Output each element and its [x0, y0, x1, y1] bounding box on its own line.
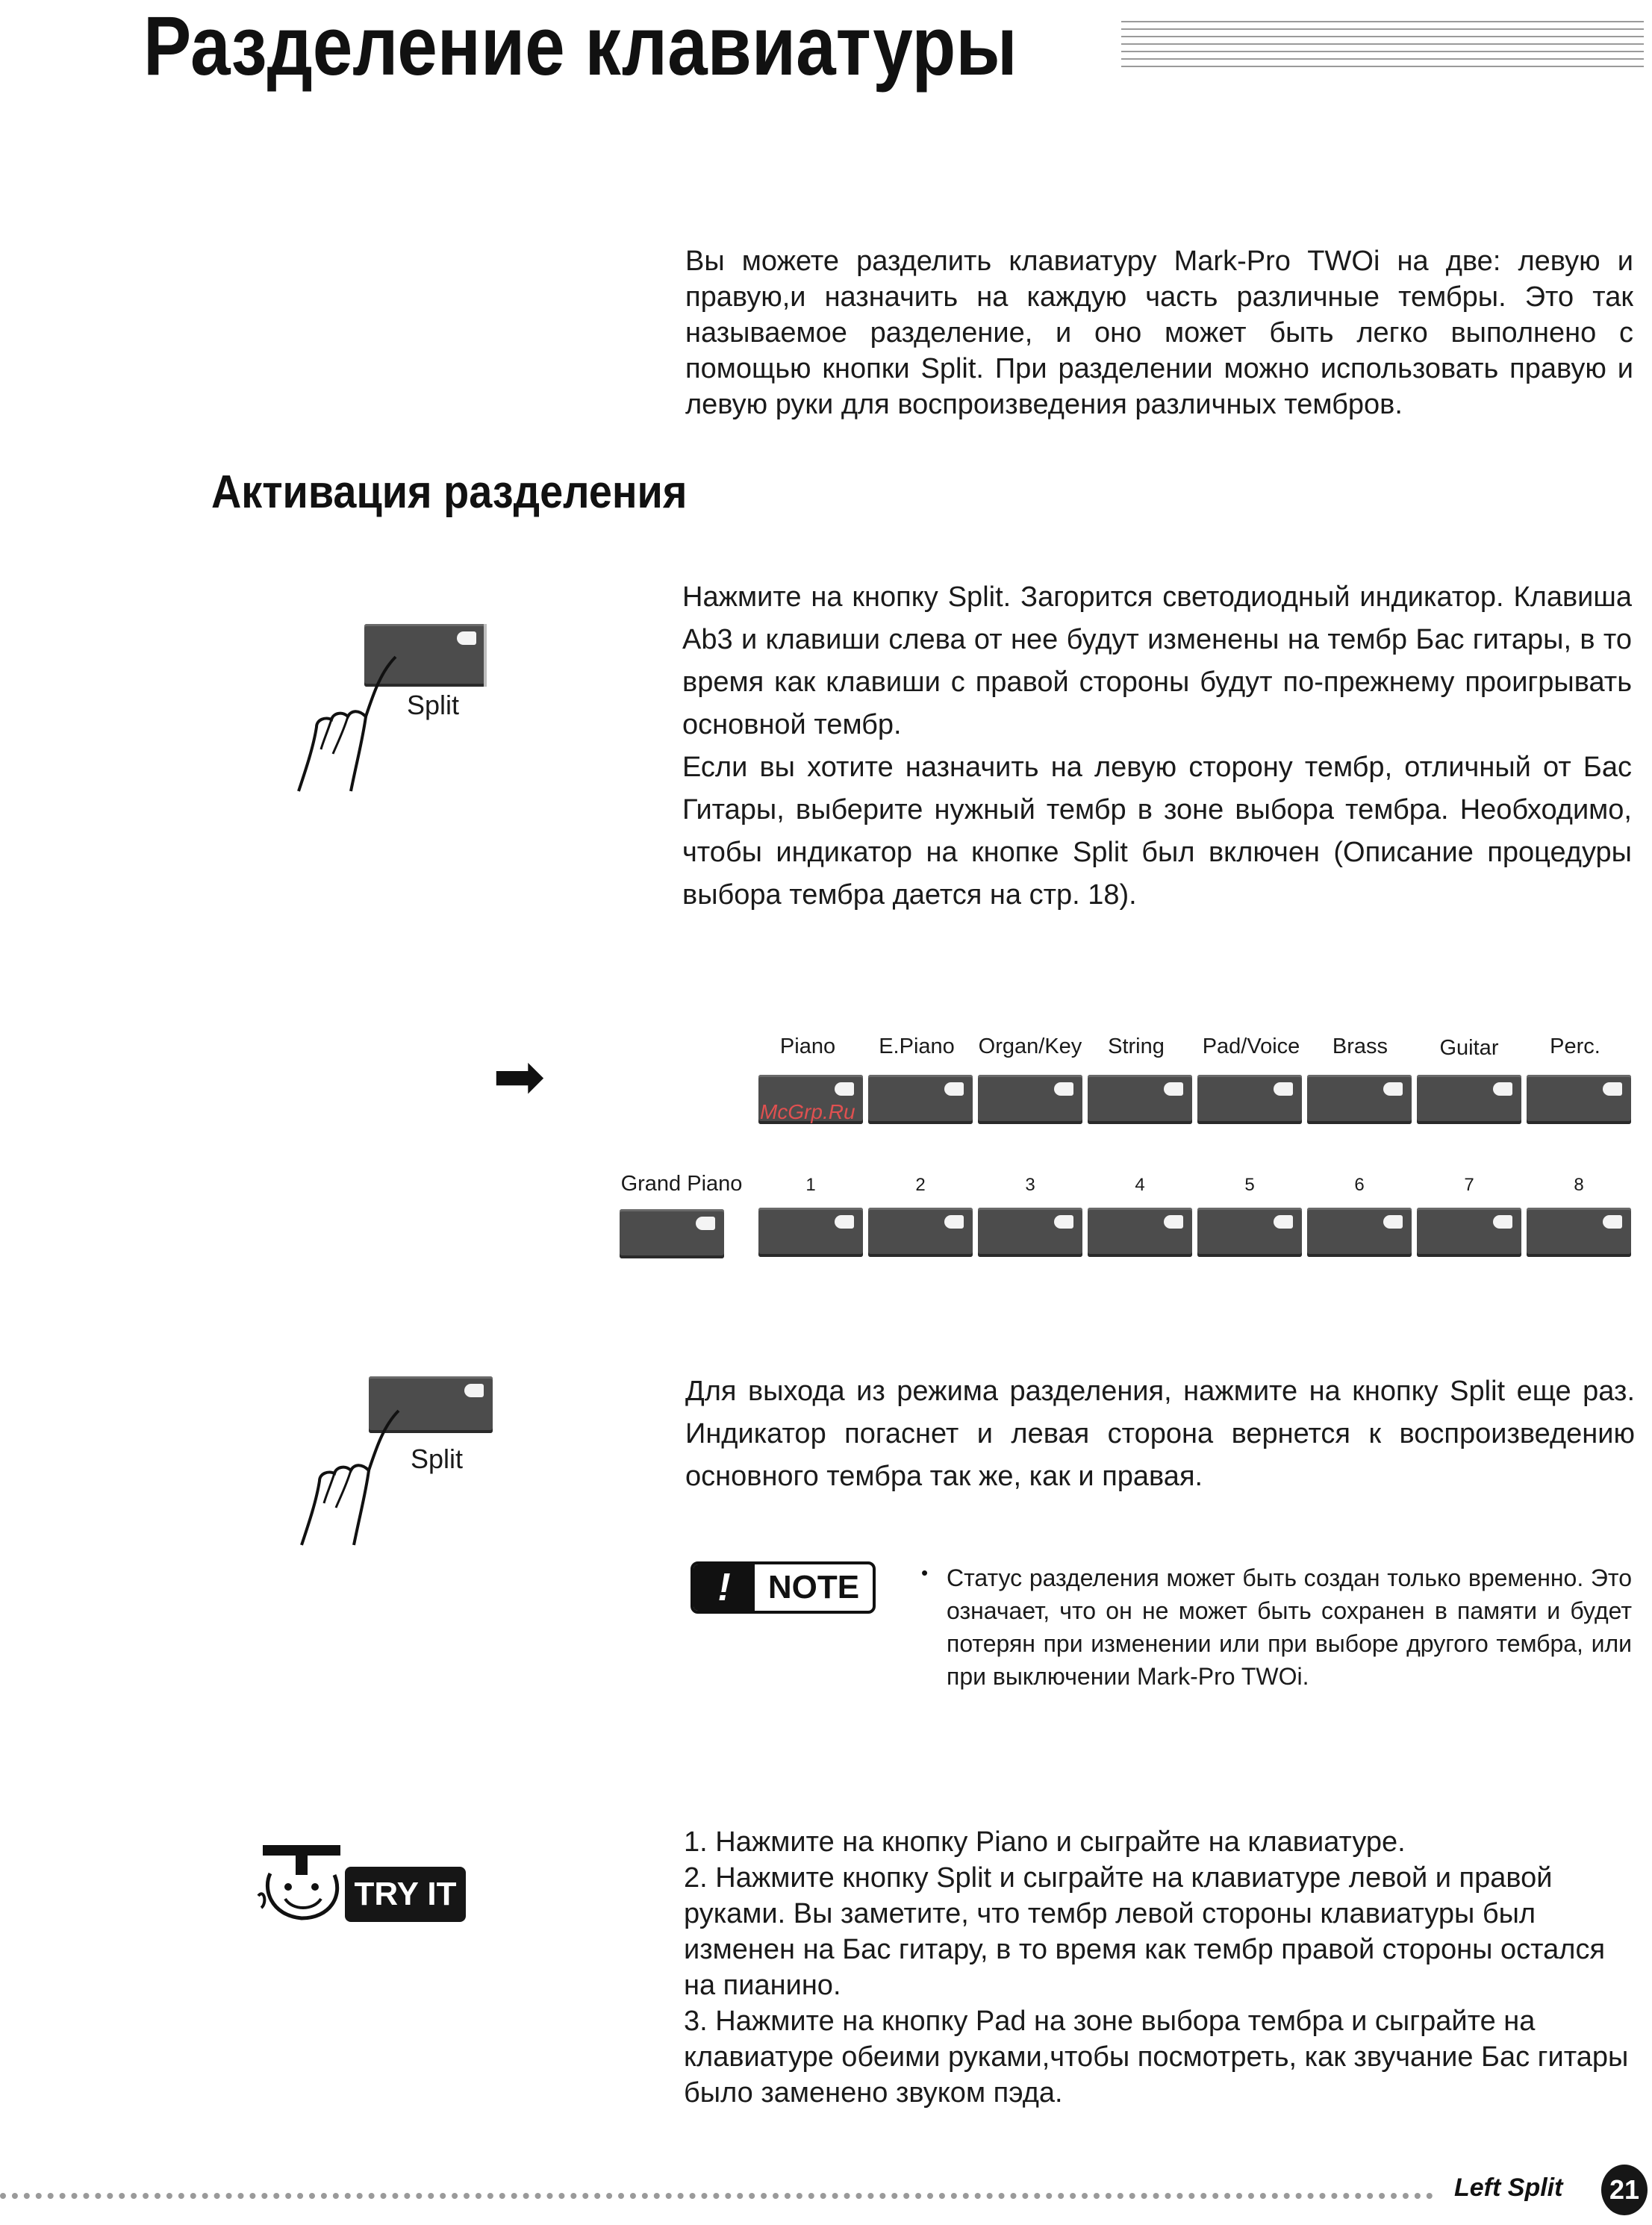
led-indicator-off — [464, 1384, 484, 1397]
label-string: String — [1108, 1035, 1165, 1058]
label-perc: Perc. — [1550, 1035, 1600, 1058]
intro-paragraph: Вы можете разделить клавиатуру Mark-Pro TWOi на две: левую и правую,и назначить на каждую часть различные тембры. Это так называемое разделение, и оно может быть легко выполнено с помощью кнопки Split. При разделении можно использовать правую и левую руки для воспроизведения различных тембров. — [685, 246, 1633, 420]
label-piano: Piano — [779, 1035, 836, 1058]
exclamation-icon: ! — [693, 1564, 755, 1611]
number-button-2[interactable] — [868, 1208, 973, 1257]
voice-button-pad-voice[interactable] — [1197, 1075, 1302, 1124]
try-it-step-1: 1. Нажмите на кнопку Piano и сыграйте на клавиатуре. — [684, 1826, 1406, 1858]
note-text: Статус разделения может быть создан только временно. Это означает, что он не может быть сохранен в памяти и будет потерян при изменении или при выборе другого тембра, или при выключении Mark-Pro TWOi. — [947, 1564, 1632, 1690]
number-5: 5 — [1244, 1175, 1255, 1195]
split-button-illustration — [284, 612, 523, 806]
watermark: McGrp.Ru — [760, 1100, 855, 1123]
voice-button-perc[interactable] — [1527, 1075, 1631, 1124]
split-button-illustration-exit — [287, 1366, 526, 1560]
voice-button-brass[interactable] — [1307, 1075, 1412, 1124]
footer-section-label: Left Split — [1454, 2173, 1563, 2202]
number-6: 6 — [1354, 1175, 1365, 1195]
pressing-hand-icon — [287, 1396, 406, 1560]
page-title: Разделение клавиатуры — [143, 0, 1017, 93]
try-it-badge: TRY IT — [345, 1867, 466, 1922]
voice-button-organ-key[interactable] — [978, 1075, 1082, 1124]
number-1: 1 — [805, 1175, 816, 1195]
label-pad-voice: Pad/Voice — [1202, 1035, 1300, 1058]
footer-divider — [0, 2193, 1433, 2199]
label-grand-piano: Grand Piano — [620, 1172, 743, 1196]
number-3: 3 — [1025, 1175, 1035, 1195]
number-button-7[interactable] — [1417, 1208, 1521, 1257]
activation-paragraph-1: Нажмите на кнопку Split. Загорится светодиодный индикатор. Клавиша Ab3 и клавиши слева от нее будут изменены на тембр Бас гитары, в то время как клавиши с правой стороны будут по-прежнему проигрывать основной тембр. — [682, 581, 1632, 740]
try-it-step-2: 2. Нажмите кнопку Split и сыграйте на клавиатуре левой и правой руками. Вы заметите, что тембр левой стороны клавиатуры был изменен на Бас гитару, в то время как тембр правой стороны остался на пианино. — [684, 1862, 1606, 2001]
number-button-8[interactable] — [1527, 1208, 1631, 1257]
activation-text — [682, 576, 1632, 917]
section-title: Активация разделения — [211, 466, 688, 518]
label-brass: Brass — [1332, 1035, 1388, 1058]
grand-piano-button[interactable] — [620, 1209, 724, 1258]
number-button-5[interactable] — [1197, 1208, 1302, 1257]
split-label: Split — [407, 690, 460, 720]
label-guitar: Guitar — [1439, 1036, 1499, 1060]
label-organ-key: Organ/Key — [978, 1035, 1082, 1058]
number-2: 2 — [915, 1175, 926, 1195]
pressing-hand-icon — [284, 642, 403, 806]
bullet: • — [921, 1561, 929, 1584]
try-it-step-3: 3. Нажмите на кнопку Pad на зоне выбора тембра и сыграйте на клавиатуре обеими руками,чтобы посмотреть, как звучание Бас гитары было заменено звуком пэда. — [684, 2006, 1629, 2109]
voice-button-string[interactable] — [1088, 1075, 1192, 1124]
exit-paragraph: Для выхода из режима разделения, нажмите на кнопку Split еще раз. Индикатор погаснет и левая сторона вернется к воспроизведению основного тембра так же, как и правая. — [685, 1376, 1635, 1492]
voice-button-guitar[interactable] — [1417, 1075, 1521, 1124]
note-label: NOTE — [767, 1569, 860, 1605]
number-8: 8 — [1574, 1175, 1584, 1195]
number-button-4[interactable] — [1088, 1208, 1192, 1257]
arrow-right-icon: ➡ — [493, 1041, 546, 1111]
number-button-1[interactable] — [758, 1208, 863, 1257]
number-7: 7 — [1464, 1175, 1474, 1195]
note-badge — [691, 1561, 876, 1614]
split-label-exit: Split — [411, 1444, 464, 1474]
number-button-6[interactable] — [1307, 1208, 1412, 1257]
activation-paragraph-2: Если вы хотите назначить на левую сторону тембр, отличный от Бас Гитары, выберите нужный тембр в зоне выбора тембра. Необходимо, чтобы индикатор на кнопке Split был включен (Описание процедуры выбора тембра дается на стр. 18). — [682, 752, 1632, 911]
page-number: 21 — [1601, 2165, 1648, 2215]
smiley-face-icon — [255, 1844, 348, 1926]
try-it-steps — [684, 1824, 1633, 2111]
label-epiano: E.Piano — [879, 1035, 955, 1058]
voice-button-epiano[interactable] — [868, 1075, 973, 1124]
number-4: 4 — [1135, 1175, 1145, 1195]
number-button-3[interactable] — [978, 1208, 1082, 1257]
title-decoration-lines — [1121, 21, 1644, 75]
led-indicator — [457, 631, 476, 645]
